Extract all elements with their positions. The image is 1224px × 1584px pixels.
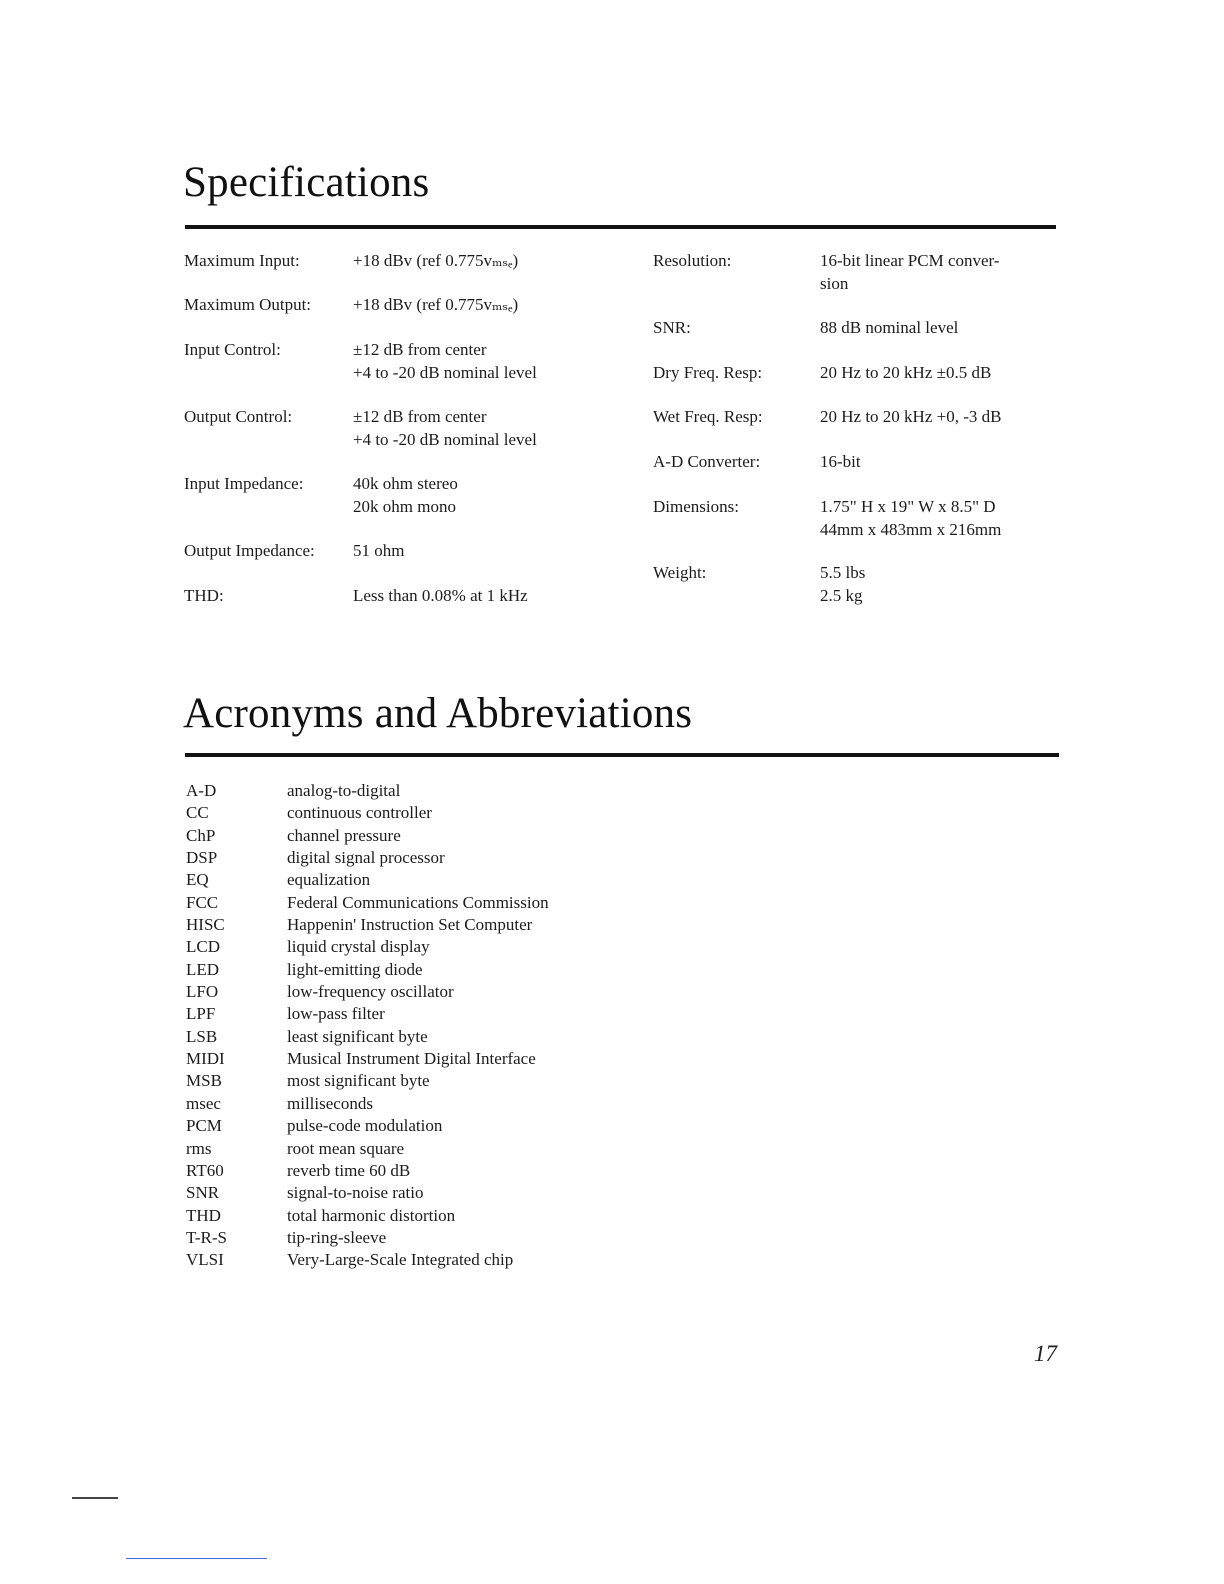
acronym-definition: equalization [287, 870, 371, 890]
acronym: ChP [186, 825, 216, 845]
spec-label: A-D Converter: [653, 452, 761, 471]
acronym: LFO [186, 982, 219, 1002]
acronym: A-D [186, 781, 217, 800]
acronym-definition: tip-ring-sleeve [287, 1227, 387, 1247]
spec-value: 20 Hz to 20 kHz ±0.5 dB [820, 363, 992, 382]
spec-label: Input Control: [184, 340, 281, 359]
spec-value: 88 dB nominal level [820, 318, 959, 337]
spec-value: 20 Hz to 20 kHz +0, -3 dB [820, 407, 1002, 426]
spec-label: SNR: [653, 318, 691, 337]
acronym: rms [186, 1138, 212, 1158]
acronym-definition: Very-Large-Scale Integrated chip [287, 1250, 514, 1270]
spec-label: Maximum Output: [184, 295, 312, 314]
spec-value: 1.75" H x 19" W x 8.5" D 44mm x 483mm x 216mm [820, 497, 1002, 539]
acronym-definition: liquid crystal display [287, 937, 430, 957]
spec-value: Less than 0.08% at 1 kHz [353, 586, 528, 605]
scan-edge-mark [72, 1497, 118, 1499]
spec-label: Wet Freq. Resp: [653, 407, 763, 426]
acronyms-heading: Acronyms and Abbreviations [183, 690, 693, 737]
acronym-definition: digital signal processor [287, 848, 445, 868]
acronym-definition: analog-to-digital [287, 781, 401, 800]
specifications-heading: Specifications [183, 159, 430, 206]
spec-label: Input Impedance: [184, 474, 304, 493]
acronym: FCC [186, 892, 219, 912]
acronym-definition: most significant byte [287, 1071, 430, 1091]
acronym-definition: low-frequency oscillator [287, 982, 454, 1002]
acronym: RT60 [186, 1160, 224, 1180]
acronym: LCD [186, 937, 220, 957]
acronym-definition: Happenin' Instruction Set Computer [287, 915, 533, 935]
spec-value: ±12 dB from center +4 to -20 dB nominal level [353, 407, 537, 449]
acronym: HISC [186, 915, 225, 935]
spec-label: Weight: [653, 563, 707, 582]
acronym-definition: total harmonic distortion [287, 1205, 456, 1225]
spec-value: ±12 dB from center +4 to -20 dB nominal level [353, 340, 537, 382]
acronym: LSB [186, 1026, 218, 1046]
spec-value: 5.5 lbs 2.5 kg [820, 563, 866, 605]
acronym: VLSI [186, 1250, 224, 1270]
acronym-definition: channel pressure [287, 825, 401, 845]
specifications-rule [185, 225, 1056, 229]
acronym-definition: pulse-code modulation [287, 1116, 443, 1136]
spec-value: 16-bit [820, 452, 861, 471]
acronym: msec [186, 1093, 221, 1113]
acronym: MIDI [186, 1049, 225, 1069]
acronym: DSP [186, 848, 218, 868]
acronym: CC [186, 803, 209, 823]
spec-label: Dry Freq. Resp: [653, 363, 763, 382]
acronym-definition: reverb time 60 dB [287, 1160, 411, 1180]
spec-label: Output Impedance: [184, 541, 315, 560]
acronym: EQ [186, 870, 209, 890]
acronym: T-R-S [186, 1227, 227, 1247]
spec-label: Output Control: [184, 407, 293, 426]
acronym-definition: light-emitting diode [287, 959, 423, 979]
acronym: MSB [186, 1071, 222, 1091]
spec-label: Dimensions: [653, 497, 739, 516]
acronym-definition: Federal Communications Commission [287, 892, 549, 912]
acronym-definition: Musical Instrument Digital Interface [287, 1049, 536, 1069]
spec-value: 51 ohm [353, 541, 405, 560]
spec-label: THD: [184, 586, 224, 605]
page-number: 17 [1034, 1341, 1057, 1366]
acronym-definition: continuous controller [287, 803, 432, 823]
spec-label: Maximum Input: [184, 251, 300, 270]
spec-value: +18 dBv (ref 0.775vₘₛₑ) [353, 295, 519, 314]
acronyms-rule [185, 753, 1059, 757]
acronym: SNR [186, 1183, 220, 1203]
spec-value: +18 dBv (ref 0.775vₘₛₑ) [353, 251, 519, 270]
acronym-definition: low-pass filter [287, 1004, 385, 1024]
acronym: LPF [186, 1004, 216, 1024]
acronym-definition: least significant byte [287, 1026, 428, 1046]
acronym: LED [186, 959, 220, 979]
scan-underline [126, 1558, 267, 1559]
spec-label: Resolution: [653, 251, 732, 270]
acronym-definition: signal-to-noise ratio [287, 1183, 424, 1203]
acronym: THD [186, 1205, 221, 1225]
acronym-definition: milliseconds [287, 1093, 373, 1113]
spec-value: 40k ohm stereo 20k ohm mono [353, 474, 458, 516]
acronym-definition: root mean square [287, 1138, 405, 1158]
spec-value: 16-bit linear PCM conver- sion [820, 251, 1000, 293]
acronym: PCM [186, 1116, 222, 1136]
